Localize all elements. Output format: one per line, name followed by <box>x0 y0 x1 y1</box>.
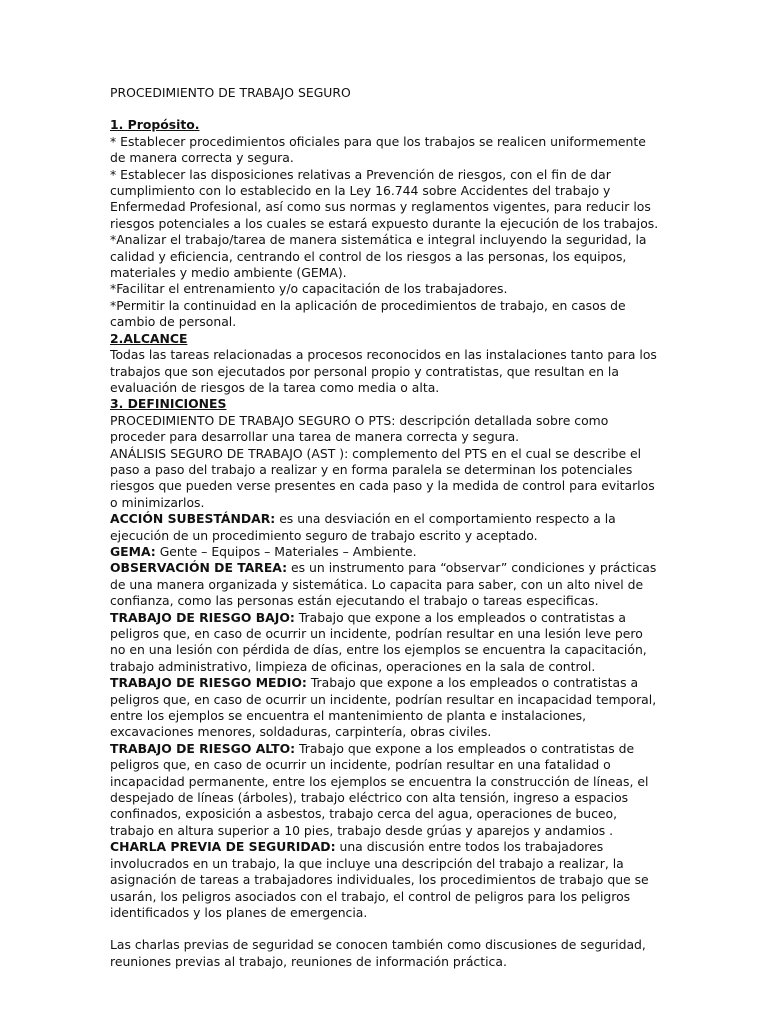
proposito-item: * Establecer las disposiciones relativas a Prevención de riesgos, con el fin de dar cumplimiento con lo establecido en la Ley 16.744 sobre Accidentes del trabajo y Enfermedad Profesional, así como sus normas y reglamentos vigentes, para reducir los riesgos potenciales a los cuales se estará expuesto durante la ejecución de los trabajos. <box>110 166 659 231</box>
definition-text: Gente – Equipos – Materiales – Ambiente. <box>155 543 417 559</box>
definition-text: es un instrumento para “observar” condiciones y prácticas de una manera organizada y sistemática. Lo capacita para saber, con un alto nivel de confianza, como las personas están ejecutando el trabajo o tareas especificas. <box>110 560 657 609</box>
definition-item <box>110 610 660 676</box>
definition-item <box>110 560 660 609</box>
definition-item <box>110 839 660 921</box>
section-heading-alcance: 2.ALCANCE <box>110 330 188 346</box>
section-heading-definiciones: 3. DEFINICIONES <box>110 396 227 412</box>
definition-item <box>110 675 660 741</box>
definition-text: una discusión entre todos los trabajadores involucrados en un trabajo, la que incluye una descripción del trabajo a realizar, la asignación de tareas a trabajadores individuales, los procedimientos de trabajo que se usarán, los peligros asociados con el trabajo, el control de peligros para los peligros identificados y los planes de emergencia. <box>110 839 649 920</box>
definition-text: es una desviación en el comportamiento respecto a la ejecución de un procedimiento seguro de trabajo escrito y aceptado. <box>110 511 616 543</box>
document-page <box>110 85 660 970</box>
closing-paragraph: Las charlas previas de seguridad se conocen también como discusiones de seguridad, reuniones previas al trabajo, reuniones de información práctica. <box>110 937 646 969</box>
definition-text: Trabajo que expone a los empleados o contratistas a peligros que, en caso de ocurrir un incidente, podrían resultar en incapacidad temporal, entre los ejemplos se encuentra el mantenimiento de planta e instalaciones, excavaciones menores, soldaduras, carpintería, obras civiles. <box>110 675 657 740</box>
alcance-text: Todas las tareas relacionadas a procesos reconocidos en las instalaciones tanto para los trabajos que son ejecutados por personal propio y contratistas, que resultan en la evaluación de riesgos de la tarea como media o alta. <box>110 347 657 395</box>
definition-term: TRABAJO DE RIESGO ALTO: <box>110 740 296 756</box>
definition-term: GEMA: <box>110 543 156 559</box>
definition-pts: PROCEDIMIENTO DE TRABAJO SEGURO O PTS: descripción detallada sobre como proceder para desarrollar una tarea de manera correcta y segura. <box>110 412 609 445</box>
definition-term: ACCIÓN SUBESTÁNDAR: <box>110 511 276 527</box>
definition-text: Trabajo que expone a los empleados o contratistas a peligros que, en caso de ocurrir un incidente, podrían resultar en una lesión leve pero no en una lesión con pérdida de días, entre los ejemplos se encuentra la capacitación, trabajo administrativo, limpieza de oficinas, operaciones en la sala de control. <box>110 609 647 674</box>
definition-term: TRABAJO DE RIESGO MEDIO: <box>110 675 307 691</box>
proposito-item: *Permitir la continuidad en la aplicación de procedimientos de trabajo, en casos de cambio de personal. <box>110 297 626 330</box>
definition-term: TRABAJO DE RIESGO BAJO: <box>110 609 295 625</box>
definition-term: OBSERVACIÓN DE TAREA: <box>110 560 288 576</box>
definition-text: Trabajo que expone a los empleados o contratistas de peligros que, en caso de ocurrir un incidente, podrían resultar en una fatalidad o incapacidad permanente, entre los ejemplos se encuentra la construcción de líneas, el despejado de líneas (árboles), trabajo eléctrico con alta tensión, ingreso a espacios confinados, exposición a asbestos, trabajo cerca del agua, operaciones de buceo, trabajo en altura superior a 10 pies, trabajo desde grúas y aparejos y andamios . <box>110 740 649 838</box>
proposito-item: *Facilitar el entrenamiento y/o capacitación de los trabajadores. <box>110 281 508 297</box>
proposito-item: *Analizar el trabajo/tarea de manera sistemática e integral incluyendo la seguridad, la calidad y eficiencia, centrando el control de los riesgos a las personas, los equipos, materiales y medio ambiente (GEMA). <box>110 232 647 281</box>
definition-item <box>110 544 660 560</box>
definition-term: CHARLA PREVIA DE SEGURIDAD: <box>110 839 336 855</box>
definition-item <box>110 511 660 544</box>
proposito-item: * Establecer procedimientos oficiales para que los trabajos se realicen uniformemente de manera correcta y segura. <box>110 133 646 166</box>
section-heading-proposito: 1. Propósito. <box>110 117 200 133</box>
document-title: PROCEDIMIENTO DE TRABAJO SEGURO <box>110 85 351 100</box>
definition-ast: ANÁLISIS SEGURO DE TRABAJO (AST ): complemento del PTS en el cual se describe el paso a paso del trabajo a realizar y en forma paralela se determinan los potenciales riesgos que pueden verse presentes en cada paso y la medida de control para evitarlos o minimizarlos. <box>110 445 655 510</box>
definition-item <box>110 741 660 839</box>
